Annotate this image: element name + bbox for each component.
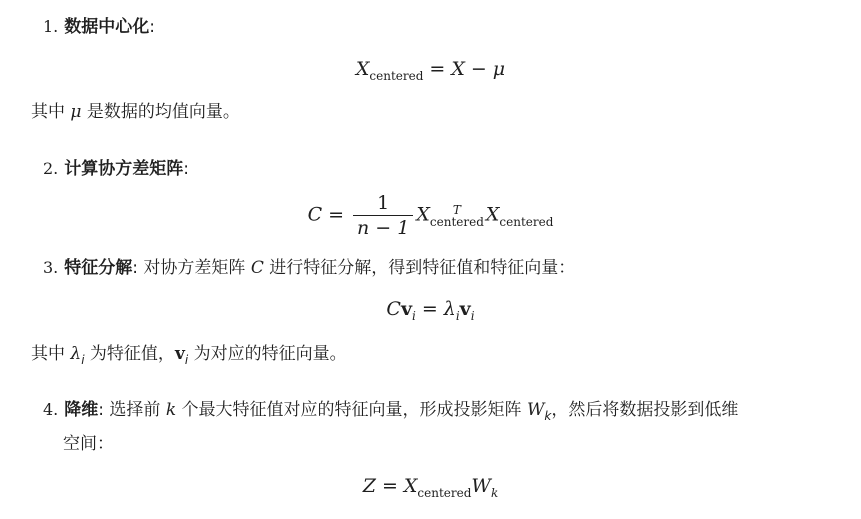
mu-note-prefix: 其中 (31, 102, 71, 122)
step-4-text: : 选择前 (98, 400, 166, 420)
math-equals: = (328, 203, 345, 226)
step-4-text: 空间： (63, 434, 114, 454)
mu-note (31, 100, 240, 124)
fraction-denominator: n − 1 (357, 217, 410, 239)
step-4-title: 降维 (64, 400, 99, 420)
step-2-number: 2. (43, 159, 59, 178)
math-subscript-i: i (184, 353, 189, 367)
math-var-k: k (165, 400, 177, 420)
step-4-continuation (63, 432, 114, 456)
math-var-X: X (355, 58, 370, 80)
formula-covariance (0, 193, 861, 238)
step-1-heading (43, 15, 155, 39)
step-1-title: 数据中心化 (64, 17, 150, 37)
math-var-W: W (471, 475, 491, 497)
step-3-title: 特征分解 (64, 258, 133, 278)
lambda-note-text: 为特征值， (84, 344, 175, 364)
math-subscript-i: i (81, 353, 85, 367)
math-subscript-k: k (544, 409, 552, 423)
math-vector-v: v (174, 344, 185, 364)
fraction-numerator: 1 (353, 193, 413, 216)
math-var-X: X (403, 475, 418, 497)
formula-projection (0, 475, 861, 500)
math-equals: = (381, 475, 398, 497)
math-var-lambda: λ (443, 298, 456, 320)
math-var-C: C (307, 203, 323, 226)
math-var-C: C (250, 258, 264, 278)
math-minus: − (470, 58, 487, 80)
step-2-heading (43, 157, 189, 181)
math-var-mu: μ (492, 58, 506, 80)
step-4-text: ，然后将数据投影到低维 (551, 400, 739, 420)
math-fraction (353, 193, 413, 238)
mu-note-text: 是数据的均值向量。 (81, 102, 240, 122)
math-subscript-i: i (412, 309, 416, 323)
math-var-X: X (416, 203, 430, 226)
math-subscript-k: k (490, 486, 499, 500)
step-4-heading (43, 398, 738, 423)
math-subscript-centered: centered (417, 486, 472, 500)
math-subscript-centered: centered (429, 214, 484, 229)
step-3-heading (43, 256, 575, 280)
math-equals: = (429, 58, 446, 80)
step-2-colon: : (183, 159, 189, 179)
lambda-note-text: 为对应的特征向量。 (188, 344, 347, 364)
math-var-X: X (485, 203, 500, 226)
math-var-X: X (451, 58, 465, 80)
step-3-text: 进行特征分解，得到特征值和特征向量： (263, 258, 576, 278)
math-vector-v: v (459, 298, 471, 320)
math-supsub (430, 204, 484, 228)
math-subscript-i: i (470, 309, 475, 323)
step-3-number: 3. (43, 258, 59, 277)
math-subscript-centered: centered (499, 214, 554, 229)
math-subscript-i: i (455, 309, 460, 323)
math-subscript-centered: centered (369, 69, 424, 83)
mu-note-symbol: μ (70, 102, 82, 122)
math-vector-v: v (400, 298, 413, 320)
math-equals: = (421, 298, 438, 320)
formula-centering (0, 58, 861, 83)
math-superscript-T: T (452, 202, 461, 217)
lambda-note (31, 342, 347, 367)
step-4-text: 个最大特征值对应的特征向量，形成投影矩阵 (176, 400, 527, 420)
math-var-W: W (526, 400, 545, 420)
math-var-C: C (386, 298, 401, 320)
math-var-lambda: λ (70, 344, 82, 364)
step-4-number: 4. (43, 400, 59, 419)
formula-eigen (0, 298, 861, 323)
step-2-title: 计算协方差矩阵 (64, 159, 184, 179)
step-3-text: : 对协方差矩阵 (132, 258, 251, 278)
math-var-Z: Z (362, 475, 376, 497)
lambda-note-prefix: 其中 (31, 344, 71, 364)
step-1-colon: : (149, 17, 155, 37)
step-1-number: 1. (43, 17, 59, 36)
